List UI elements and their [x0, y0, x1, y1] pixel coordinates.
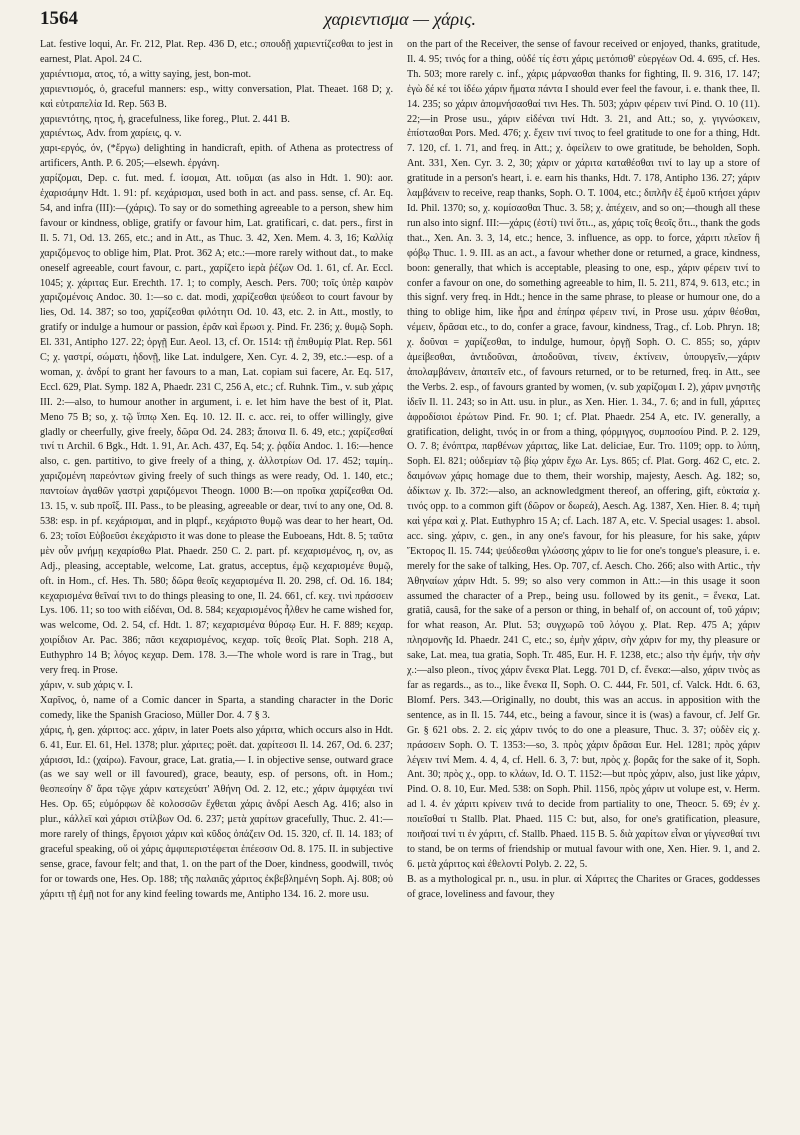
- entry-paragraph: χάριν, v. sub χάρις v. I.: [40, 679, 133, 691]
- right-column: [407, 38, 760, 903]
- entry-paragraph: χαριεντισμός, ὁ, graceful manners: esp., witty conversation, Plat. Theaet. 168 D; χ. καὶ εὐτραπελία Id. Rep. 563 B.: [40, 83, 393, 110]
- entry-paragraph: B. as a mythological pr. n., usu. in plur. αἱ Χάριτες the Charites or Graces, goddesses of grace, loveliness and favour, they: [407, 873, 760, 900]
- entry-paragraph: χάρις, ἡ, gen. χάριτος: acc. χάριν, in later Poets also χάριτα, which occurs also in Hdt. 6. 41, Eur. El. 61, Hel. 1378; plur. χάριτες; poët. dat. χαρίτεσσι Il. 14. 267, Od. 6. 237; χάρισσι, Id.: (χαίρω). Favour, grace, Lat. gratia,— I. in objective sense, outward grace (as we say well or ill favoured), grace, beauty, esp. of persons, oft. in Hom.; θεσπεσίην δ' ἄρα τῷγε χάριν κατεχεύατ' Ἀθήνη Od. 2. 12, etc.; χάριν ἀμφιχέαι τινί Hes. Op. 65; εὐμόρφων δὲ κολοσσῶν ἔχθεται χάρις ἀνδρί Aesch Ag. 416; also in plur., κάλλεϊ καὶ χάρισι στίλβων Od. 6. 237; μετὰ χαρίτων gracefully, Thuc. 2. 41:—more rarely of things, ἔργοισι χάριν καὶ κῦδος ὀπάζειν Od. 15. 320, cf. Il. 14. 183; of graceful speaking, οὔ οἱ χάρις ἀμφιπεριστέφεται ἐπέεσσιν Od. 8. 175. II. in subjective sense, grace, favour felt; and that, 1. on the part of the Doer, kindness, goodwill, τινός for or towards one, Hes. Op. 188; τῆς παλαιᾶς χάριτος ἐκβεβλημένη Soph. Aj. 808; οὐ χάριτι τῇ ἐμῇ not for any kind feeling towards me, Antipho 134. 16. 2. more usu.: [40, 724, 393, 900]
- entry-paragraph: χαριεντότης, ητος, ἡ, gracefulness, like foreg., Plut. 2. 441 B.: [40, 113, 290, 125]
- entry-paragraph: Lat. festive loqui, Ar. Fr. 212, Plat. Rep. 436 D, etc.; σπουδῇ χαριεντίζεσθαι to jest in earnest, Plat. Apol. 24 C.: [40, 39, 393, 65]
- running-head: χαριεντισμα — χάρις.: [324, 9, 476, 29]
- page-header: [40, 4, 760, 34]
- text-columns: [40, 38, 760, 903]
- page-number: 1564: [40, 8, 78, 29]
- entry-paragraph: χαρίζομαι, Dep. c. fut. med. f. ἰσομαι, Att. ιοῦμαι (as also in Hdt. 1. 90): aor. ἐχαρισάμην Hdt. 1. 91: pf. κεχάρισμαι, used both in act. and pass. sense, cf. Ar. Eq. 54, and infra (III):—(χάρις). To say or do something agreeable to a person, shew him favour or kindness, oblige, gratify or favour him, Lat. gratificari, c. dat. pers., first in Il. 5. 71, Od. 13. 265, etc.; and in Att., as Thuc. 3. 42, Xen. Mem. 4. 3, 16; Καλλίᾳ χαριζόμενος to oblige him, Plat. Prot. 362 A; etc.:—more rarely without dat., to make oneself agreeable, court favour, c. part., χαρίζετο ἱερὰ ῥέζων Od. 1. 61, cf. Ar. Eccl. 1045; χ. χάριτας Eur. Erechth. 17. 1; to comply, Aesch. Pers. 700; τοῖς ὑπὲρ καιρὸν χαριζομένοις Andoc. 30. 1:—so c. dat. modi, χαρίζεσθαι ψεύδεσι to court favour by lies, Od. 14. 387; so too, χαρίζεσθαι φιλότητι Od. 10. 43, etc. 2. in Att., mostly, to gratify or indulge a humour or passion, ἐρᾶν καὶ ἔρωσι χ. Pind. Fr. 236; χ. θυμῷ Soph. El. 331, Antipho 127. 22; ὀργῇ Eur. Aeol. 13, cf. Or. 1514: τῇ ἐπιθυμίᾳ Plat. Rep. 561 C; χ. γαστρί, σώματι, ἡδονῇ, like Lat. indulgere, Xen. Cyr. 4. 2, 39, etc.:—esp. of a woman, χ. ἀνδρί to grant her favours to a man, Lat. copiam sui facere, Ar. Eq. 517, Eccl. 629, Plat. Symp. 182 A, Phaedr. 231 C, 256 A, etc.; cf. Ruhnk. Tim., v. sub χάρις III. 2:—also, to humour another in argument, i. e. let him have the best of it, Plat. Meno 75 B; so, χ. τῷ ἵππῳ Xen. Eq. 10. 12. II. c. acc. rei, to offer willingly, give gladly or cheerfully, give freely, δῶρα Od. 24. 283; ἄποινα Il. 6. 49, etc.; χαρίζεσθαί τινί τι Archil. 6 Bgk., Hdt. 1. 91, Ar. Ach. 437, Eq. 54; χ. ῥᾳδία Andoc. 1. 16:—hence also, c. gen. partitivo, to give freely of a thing, χ. ἀλλοτρίων Od. 17. 452; ταμίη.. χαριζομένη παρεόντων giving freely of such things as were ready, Od. 1. 140, etc.; παντοίων ἀγαθῶν γαστρὶ χαριζόμενοι Theogn. 1000 B:—on προῖκα χαρίζεσθαι Od. 13. 15, v. sub προΐξ. III. Pass., to be pleasing, agreeable or dear, τινί to any one, Od. 8. 538: esp. in pf. κεχάρισμαι, and in plqpf., κεχάριστο θυμῷ was dear to her heart, Od. 6. 23; τοῖσι Εὐβοεῦσι ἐκεχάριστο it was done to please the Euboeans, Hdt. 8. 5; ταῦτα μὲν οὖν μνήμῃ κεχαρίσθω Plat. Phaedr. 250 C. 2. part. pf. κεχαρισμένος, η, ον, as Adj., pleasing, acceptable, welcome, Lat. gratus, acceptus, ἐμῷ κεχαρισμένε θυμῷ, oft. in Hom., cf. Hes. Th. 580; δῶρα θεοῖς κεχαρισμένα Il. 20. 298, cf. Od. 16. 184; κεχαρισμένα θεῖναί τινι to do things pleasing to one, Il. 24. 661, cf. κεχ. τινὶ πράσσειν Lys. 106. 11; so too with εἰδέναι, Od. 8. 584; κεχαρισμένος ἦλθεν he came wished for, was welcome, Od. 2. 54, cf. Hdt. 1. 87; κεχαρισμένα θύρσῳ Eur. H. F. 889; κεχαρ. χοιρίδιον Ar. Pac. 386; πᾶσι κεχαρισμένος, κεχαρ. τοῖς θεοῖς Plat. Soph. 218 A, Euthyphro 14 B; λόγος κεχαρ. Dem. 178. 3.—The whole word is rare in Trag., but very freq. in Prose.: [40, 173, 393, 677]
- entry-paragraph: on the part of the Receiver, the sense of favour received or enjoyed, thanks, gratitude, Il. 4. 95; τινός for a thing, οὐδέ τίς ἐστι χάρις μετόπισθ' εὐεργέων Od. 4. 695, cf. Hes. Th. 503; more rarely c. inf., χάρις μάρνασθαι thanks for fighting, Il. 9. 316, 17. 147; ἐγὼ δέ κέ τοι ἰδέω χάριν ἤματα πάντα I should ever feel the favour, i. e. thank thee, Il. 14. 235; so χάριν ἀπομνήσασθαί τινι Hes. Th. 503; χάριν φέρειν τινί Pind. O. 10 (11). 22;—in Prose usu., χάριν εἰδέναι τινί Hdt. 3. 21, and Att.; so, χ. γιγνώσκειν, ἐπίστασθαι Pors. Med. 476; χ. ἔχειν τινί τινος to feel gratitude to one for a thing, Hdt. 7. 120, cf. 1. 71, and freq. in Att.; χ. ὀφείλειν to owe gratitude, be beholden, Soph. Ant. 331, Xen. Cyr. 3. 2, 30; χάριν or χάριτα καταθέσθαι τινί to lay up a store of gratitude in a person's heart, i. e. earn his thanks, Hdt. 7. 178, Antipho 136. 27; χάριν λαμβάνειν to receive, reap thanks, Soph. O. T. 1004, etc.; διπλῆν ἐξ ἐμοῦ κτήσει χάριν Id. Phil. 1370; so, χ. κομίσασθαι Thuc. 3. 58; χ. ἀπέχειν, and so on;—though all these run also into signf. III:—χάρις (ἐστί) τινί ὅτι.., as, χάρις τοῖς θεοῖς ὅτι.., thank the gods that.., Xen. An. 3. 3, 14, etc.; hence, 3. influence, as opp. to force, χάριτι πλεῖον ἢ φόβῳ Thuc. 1. 9. III. as an act., a favour whether done or returned, a grace, kindness, boon: generally, that which is acceptable, pleasing to one, esp., χάριν φέρειν τινί to confer a favour on one, do something agreeable to him, Il. 5. 211, 874, 9. 613, etc.; in this signf. very freq. in Hdt.; hence in the same phrase, to please or humour one, do a thing to oblige him, like ἦρα and ἐπίηρα φέρειν τινί, in Prose usu. χάριν θέσθαι, νέμειν, δρᾶσαι etc., to do, confer a grace, favour, kindness, Trag., cf. Lob. Phryn. 18; χ. δοῦναι = χαρίζεσθαι, to indulge, humour, ὀργῇ Soph. O. C. 855; so, χάριν ἀμείβεσθαι, ἀντιδοῦναι, ἀποδοῦναι, τίνειν, ἐκτίνειν, ὑπουργεῖν,—χάριν ἀπολαμβάνειν, ἀπαιτεῖν etc., of favours returned, or to be returned, freq. in Att., see the Verbs. 2. esp., of favours granted by women, (v. sub χαρίζομαι I. 2), χάριν μνηστῆς ἰδεῖν Il. 11. 243; so in Att. usu. in plur., as Xen. Hier. 1. 34., 7. 6; and in full, χάριτες ἀφροδίσιοι ἐρώτων Pind. Fr. 90. 1; cf. Plat. Phaedr. 254 A, etc. IV. generally, a gratification, delight, τινός in or from a thing, φόρμιγγος, συμποσίου Pind. P. 2. 129, O. 7. 8; ἐνόπτρα, παρθένων χάριτας, like Lat. deliciae, Eur. Tro. 1109; opp. to λύπη, Soph. El. 821; οὐδεμίαν τῷ βίῳ χάριν ἔχω Ar. Lys. 865; cf. Plat. Gorg. 462 C, etc. 2. δαιμόνων χάρις homage due to them, their worship, majesty, Aesch. Ag. 182; so, ἀδίκτων χ. Ib. 372:—also, an acknowledgment thereof, an offering, gift, εὐκταία χ. τινός opp. to a common gift (δῶρον or δωρεά), Aesch. Ag. 1387, Xen. Hier. 8. 4; τιμὴ καὶ γέρα καὶ χ. Plat. Euthyphro 15 A; cf. Lach. 187 A, etc. V. Special usages: 1. absol. acc. sing. χάριν, c. gen., in any one's favour, for his pleasure, for his sake, χάριν Ἕκτορος Il. 15. 744; ψεύδεσθαι γλώσσης χάριν to lie for one's tongue's pleasure, i. e. merely for the sake of talking, Hes. Op. 707, cf. Aesch. Cho. 266; also with Artic., τὴν Ἀθηναίων χάριν Hdt. 5. 99; so also very common in Att.:—in this usage it soon assumed the character of a Prep., being usu. followed by its genit., = ἕνεκα, Lat. gratiâ, causâ, for the sake of a person or thing, in behalf of, on account of, τοῦ χάριν; for what reason, Ar. Plut. 53; συγχωρῶ τοῦ λόγου χ. Plat. Rep. 475 A; χάριν πλησμονῆς Id. Phaedr. 241 C, etc.; so, ἐμὴν χάριν, σὴν χάριν for my, thy pleasure or sake, Lat. mea, tua gratia, Soph. Tr. 485, Eur. H. F. 1238, etc.; also τὴν ἐμήν, τὴν σὴν χ.:—also pleon., τίνος χάριν ἕνεκα Plat. Legg. 701 D, cf. ἕνεκα:—also, χάριν τινὸς as far as regards.., as to.., like ἕνεκα II, Soph. O. C. 444, Fr. 501, cf. Valck. Hdt. 6. 63, Blomf. Pers. 343.—Originally, no doubt, this was an accus. in apposition with the sentence, as in Il. 15. 744, etc., being a favour, since it is (was) a favour, cf. Jelf Gr. Gr. § 621 obs. 2. 2. εἰς χάριν τινός to do one a pleasure, Thuc. 3. 37; οὐδὲν εἰς χ. πράσσειν Soph. O. T. 1353:—so, 3. πρὸς χάριν δρᾶσαι Eur. Hel. 1281; πρὸς χάριν λέγειν τινί Mem. 4. 4, 4, cf. Hell. 6. 3, 7: but, πρὸς χ. βορᾶς for the sake of it, Soph. Ant. 30; πρὸς χ., opp. to κλάων, Id. O. T. 1152:—but πρὸς χάριν, also, just like χάριν, Pind. O. 8. 10, Eur. Med. 538: on Soph. Phil. 1156, πρὸς χάριν ut volupe est, v. Herm. ad l. 4. ἐν χάριτι κρίνειν τινά to decide from partiality to one, Theocr. 5. 69; ἐν χ. ποιεῖσθαί τι Stallb. Plat. Phaed. 115 C: but, also, for one's gratification, pleasure, ποιῆσαί τινί τι ἐν χάριτι, cf. Stallb. Phaed. 115 B. 5. διὰ χαρίτων εἶναι or γίγνεσθαί τινι to stand, be on terms of friendship or mutual favour with one, Xen. Hier. 9. 1, and 2. 6. μετὰ χάριτος καὶ ἐθελοντί Polyb. 2. 22, 5.: [407, 39, 760, 870]
- left-column: [40, 38, 393, 903]
- entry-paragraph: χαριέντως, Adv. from χαρίεις, q. v.: [40, 128, 182, 140]
- entry-paragraph: Χαρῖνος, ὁ, name of a Comic dancer in Sparta, a standing character in the Doric comedy, like the Spanish Gracioso, Müller Dor. 4. 7 § 3.: [40, 694, 393, 721]
- entry-paragraph: χαριέντισμα, ατος, τό, a witty saying, jest, bon-mot.: [40, 68, 252, 80]
- entry-paragraph: χαρι-εργός, όν, (*ἔργω) delighting in handicraft, epith. of Athena as protectress of artificers, Anth. P. 6. 205;—elsewh. ἐργάνη.: [40, 143, 393, 170]
